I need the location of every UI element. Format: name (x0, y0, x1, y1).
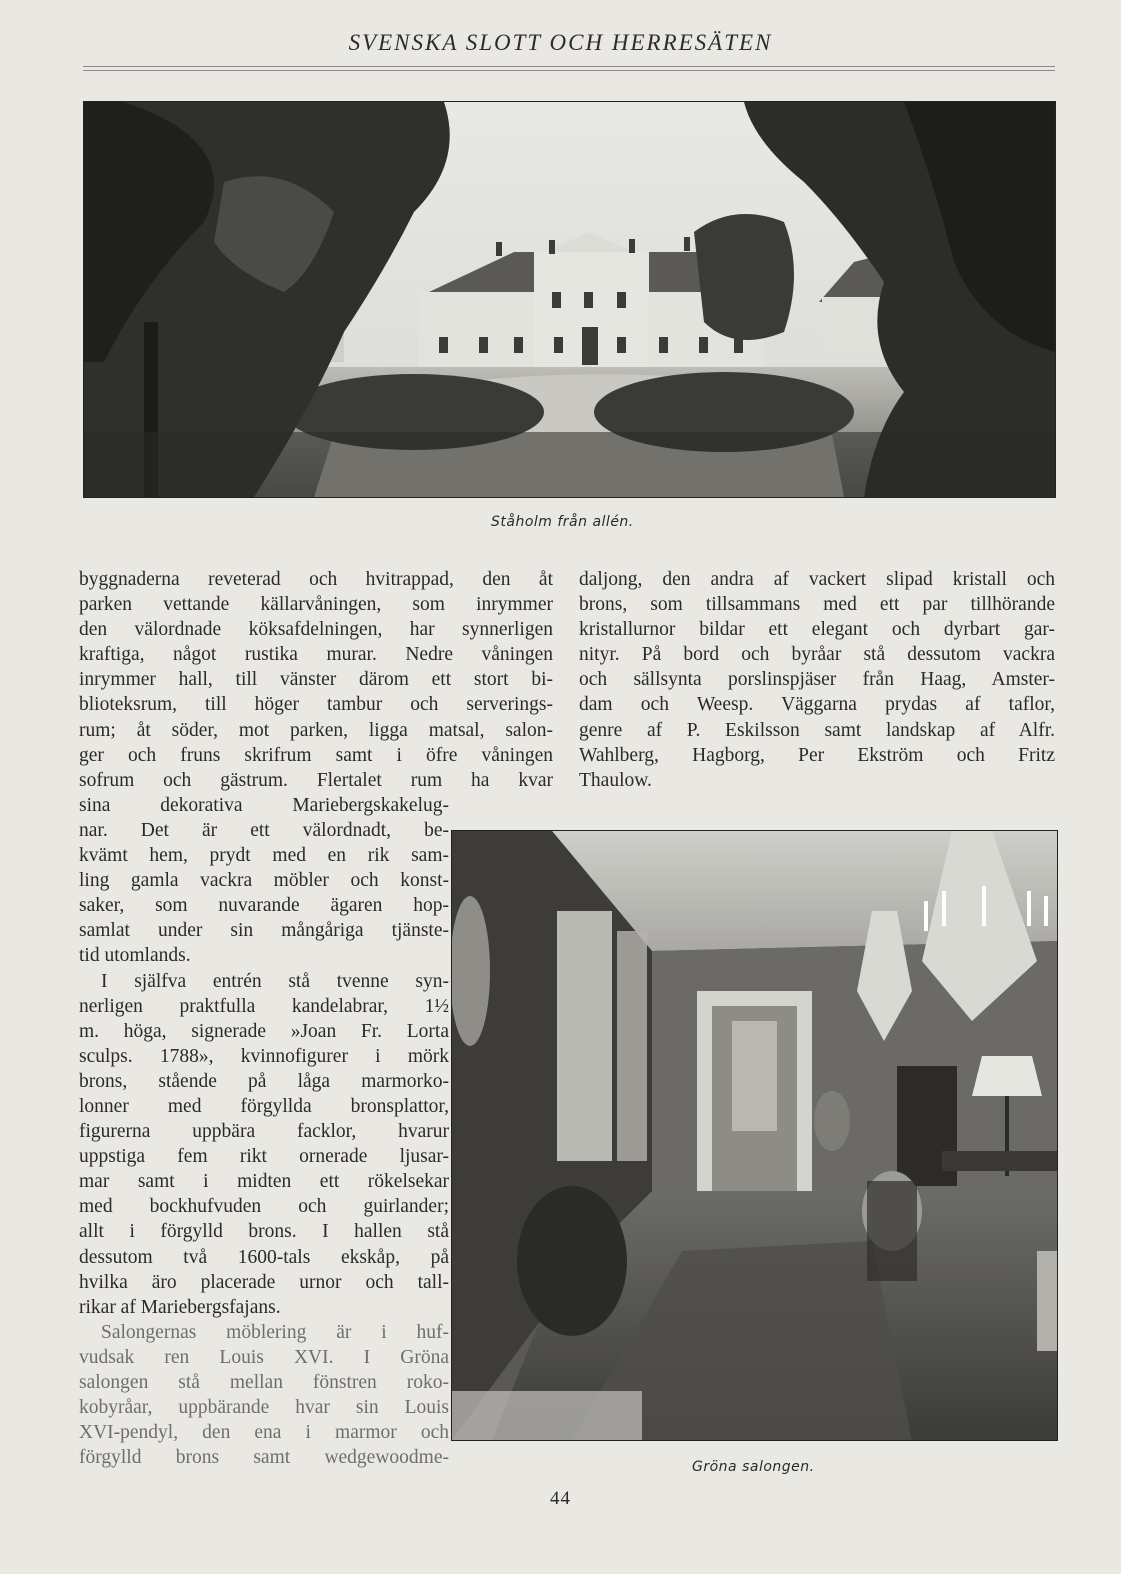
text-line: kvämt hem, prydt med en rik sam- (79, 845, 449, 867)
text-line: sculps. 1788», kvinnofigurer i mörk (79, 1045, 449, 1067)
text-line: vudsak ren Louis XVI. I Gröna (79, 1346, 449, 1368)
text-line: I själfva entrén stå tvenne syn- (101, 970, 449, 992)
text-line: m. höga, signerade »Joan Fr. Lorta (79, 1020, 449, 1042)
header-rule-top (83, 66, 1055, 67)
text-line: figurerna uppbära facklor, hvarur (79, 1121, 449, 1143)
manor-photo-caption: Ståholm från allén. (491, 514, 634, 530)
text-line: allt i förgylld brons. I hallen stå (79, 1221, 449, 1243)
header-rule-bottom (83, 70, 1055, 71)
right-column (579, 567, 1055, 793)
text-line: mar samt i midten ett rökelsekar (79, 1171, 449, 1193)
text-line: brons, stående på låga marmorko- (79, 1070, 449, 1092)
text-line: Salongernas möblering är i huf- (101, 1321, 449, 1343)
running-title: SVENSKA SLOTT OCH HERRESÄTEN (348, 30, 773, 55)
text-line: förgylld brons samt wedgewoodme- (79, 1447, 449, 1469)
text-line: rum; åt söder, mot parken, ligga matsal, salon- (79, 719, 553, 741)
text-line: daljong, den andra af vackert slipad kristall och (579, 569, 1055, 590)
text-line: XVI-pendyl, den ena i marmor och (79, 1422, 449, 1444)
text-line: Wahlberg, Hagborg, Per Ekström och Fritz (579, 744, 1055, 766)
text-line: nerligen praktfulla kandelabrar, 1½ (79, 995, 449, 1017)
text-line: sofrum och gästrum. Flertalet rum ha kvar (79, 769, 553, 791)
text-line: blioteksrum, till höger tambur och serverings- (79, 694, 553, 716)
text-line: genre af P. Eskilsson samt landskap af Alfr. (579, 719, 1055, 741)
text-line: den välordnade köksafdelningen, har synnerligen (79, 619, 553, 641)
text-line: dam och Weesp. Väggarna prydas af taflor, (579, 694, 1055, 716)
text-line: samlat under sin mångåriga tjänste- (79, 920, 449, 942)
text-line: dessutom två 1600-tals ekskåp, på (79, 1246, 449, 1268)
text-line: ling gamla vackra möbler och konst- (79, 870, 449, 892)
salon-photo (451, 830, 1058, 1441)
text-line: nar. Det är ett välordnadt, be- (79, 819, 449, 841)
text-line: Thaulow. (579, 769, 652, 791)
text-line: uppstiga fem rikt ornerade ljusar- (79, 1146, 449, 1168)
text-line: salongen stå mellan fönstren roko- (79, 1372, 449, 1393)
text-line: ger och fruns skrifrum samt i öfre våningen (79, 744, 553, 766)
text-line: tid utomlands. (79, 945, 191, 967)
text-line: hvilka äro placerade urnor och tall- (79, 1271, 449, 1293)
text-line: lonner med förgyllda bronsplattor, (79, 1095, 449, 1117)
text-line: sina dekorativa Mariebergskakelug- (79, 794, 449, 816)
manor-photo (83, 101, 1056, 498)
text-line: kristallurnor bildar ett elegant och dyrbart gar- (579, 619, 1055, 641)
text-line: brons, som tillsammans med ett par tillhörande (579, 594, 1055, 616)
text-line: kobyråar, uppbärande hvar sin Louis (79, 1397, 449, 1419)
text-line: rikar af Mariebergsfajans. (79, 1296, 281, 1318)
text-line: saker, som nuvarande ägaren hop- (79, 895, 449, 917)
text-line: nityr. På bord och byråar stå dessutom vackra (579, 644, 1055, 666)
page-number: 44 (550, 1488, 571, 1509)
text-line: byggnaderna reveterad och hvitrappad, den åt (79, 569, 553, 590)
text-line: och sällsynta porslinspjäser från Haag, Amster- (579, 669, 1055, 691)
text-line: parken vettande källarvåningen, som inrymmer (79, 594, 553, 616)
text-line: inrymmer hall, till vänster därom ett stort bi- (79, 669, 553, 691)
salon-photo-caption: Gröna salongen. (692, 1459, 815, 1475)
text-line: kraftiga, något rustika murar. Nedre våningen (79, 644, 553, 666)
text-line: med bockhufvuden och guirlander; (79, 1196, 449, 1218)
